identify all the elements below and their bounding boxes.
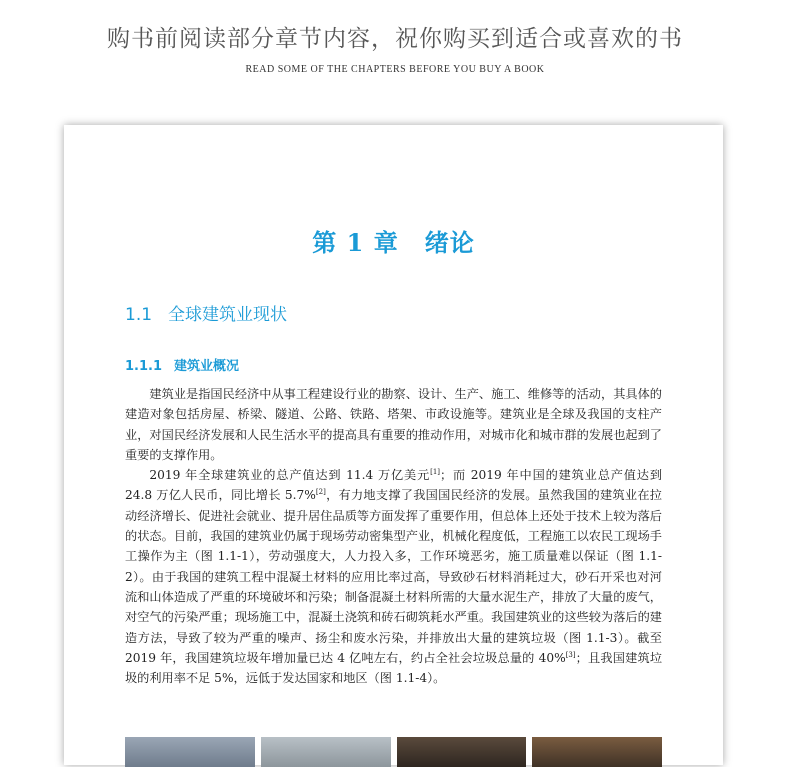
chapter-title	[64, 223, 723, 258]
banner-subtitle: READ SOME OF THE CHAPTERS BEFORE YOU BUY A BOOK	[245, 64, 545, 75]
paragraph-2-part-2: ；而 2019 年中国的建筑业总产值达到 24.8 万亿人民币，同比增长 5.7%	[125, 468, 663, 503]
figure-photo-strip	[125, 737, 662, 767]
book-page	[64, 125, 723, 765]
section-title: 全球建筑业现状	[168, 305, 288, 325]
paragraph-2	[125, 465, 662, 688]
section-heading	[125, 300, 287, 325]
subsection-title: 建筑业概况	[174, 359, 240, 374]
reference-2: [2]	[315, 488, 326, 497]
paragraph-2-part-3: ，有力地支撑了我国国民经济的发展。虽然我国的建筑业在拉动经济增长、促进社会就业、提升居住品质等方面发挥了重要作用，但总体上还处于技术上较为落后的状态。目前，我国的建筑业仍属于现场劳动密集型产业，机械化程度低，工程施工以农民工现场手工操作为主（图 1.1-1），劳动强度大，人力投入多，工作环境恶劣，施工质量难以保证（图 1.1-2）。由于我国的建筑工程中混凝土材料的应用比率过高，导致砂石材料消耗过大，砂石开采也对河流和山体造成了严重的环境破坏和污染；制备混凝土材料所需的大量水泥生产，排放了大量的废气，对空气的污染严重；现场施工中，混凝土浇筑和砖石砌筑耗水严重。我国建筑业的这些较为落后的建造方法，导致了较为严重的噪声、扬尘和废水污染，并排放出大量的建筑垃圾（图 1.1-3）。截至 2019 年，我国建筑垃圾年增加量已达 4 亿吨左右，约占全社会垃圾总量的 40%	[125, 488, 662, 665]
body-text	[125, 384, 662, 688]
construction-photo	[261, 737, 391, 767]
construction-photo	[532, 737, 662, 767]
section-number: 1.1	[125, 305, 153, 325]
paragraph-2-part-4: ；且我国建筑垃圾的利用率不足 5%，远低于发达国家和地区（图 1.1-4）。	[125, 650, 663, 686]
paragraph-1: 建筑业是指国民经济中从事工程建设行业的勘察、设计、生产、施工、维修等的活动，其具体的建造对象包括房屋、桥梁、隧道、公路、铁路、塔架、市政设施等。建筑业是全球及我国的支柱产业，对国民经济发展和人民生活水平的提高具有重要的推动作用，对城市化和城市群的发展也起到了重要的支撑作用。	[125, 387, 662, 462]
reference-1: [1]	[430, 468, 441, 477]
chapter-number: 第 1 章	[312, 228, 399, 257]
banner-title: 购书前阅读部分章节内容，祝你购买到适合或喜欢的书	[107, 26, 683, 52]
reference-3: [3]	[565, 650, 576, 659]
paragraph-2-part-1: 2019 年全球建筑业的总产值达到 11.4 万亿美元	[149, 468, 431, 483]
subsection-heading	[125, 355, 239, 374]
construction-photo	[397, 737, 527, 767]
subsection-number: 1.1.1	[125, 359, 163, 374]
chapter-name: 绪论	[424, 228, 475, 257]
construction-photo	[125, 737, 255, 767]
